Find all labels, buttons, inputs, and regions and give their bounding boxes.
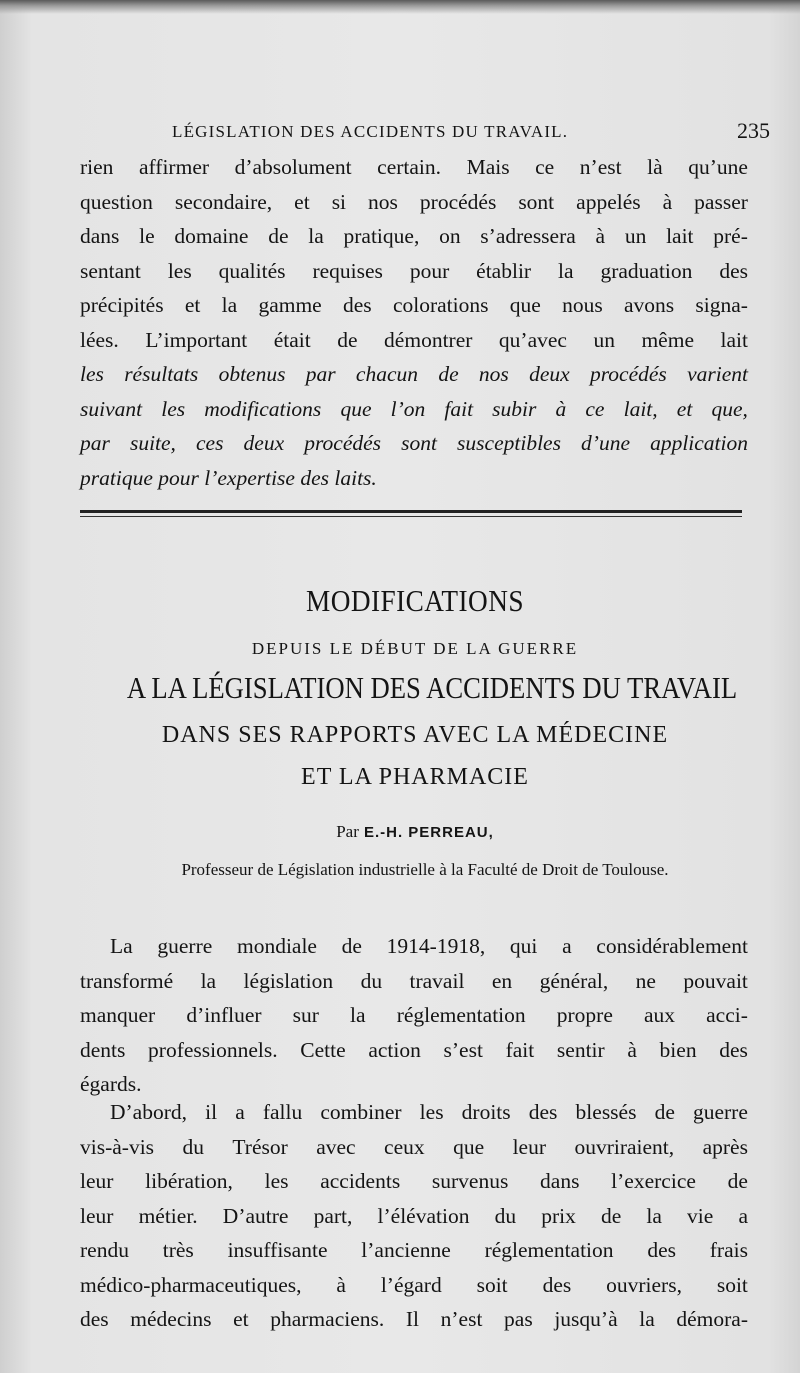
text-line: rien affirmer d’absolument certain. Mais ce n’est là qu’une [80, 155, 748, 179]
byline [80, 822, 750, 842]
running-title: LÉGISLATION DES ACCIDENTS DU TRAVAIL. [172, 122, 569, 141]
running-header [80, 118, 770, 148]
article-subtitle-2: A LA LÉGISLATION DES ACCIDENTS DU TRAVAIL [126, 670, 738, 705]
article-title: MODIFICATIONS [306, 583, 524, 618]
text-line: égards. [80, 1072, 142, 1096]
author-name: E.-H. PERREAU, [363, 824, 494, 841]
italic-text-line: les résultats obtenus par chacun de nos deux procédés varient [80, 362, 748, 386]
text-line: leur libération, les accidents survenus dans l’exercice de [80, 1169, 748, 1193]
text-line: transformé la législation du travail en général, ne pouvait [80, 968, 748, 993]
text-line: La guerre mondiale de 1914-1918, qui a considérablement [110, 934, 748, 958]
text-line: question secondaire, et si nos procédés sont appelés à passer [80, 189, 748, 214]
text-line: des médecins et pharmaciens. Il n’est pas jusqu’à la démora- [80, 1307, 748, 1331]
text-line: leur métier. D’autre part, l’élévation du prix de la vie a [80, 1203, 748, 1228]
body-paragraph-2 [80, 1095, 748, 1337]
byline-prefix: Par [336, 822, 359, 841]
text-line: lées. L’important était de démontrer qu’avec un même lait [80, 327, 748, 352]
page-number: 235 [737, 118, 770, 143]
text-line: manquer d’influer sur la réglementation propre aux acci- [80, 1003, 748, 1027]
text-line: vis-à-vis du Trésor avec ceux que leur ouvriraient, après [80, 1134, 748, 1159]
text-line: dents professionnels. Cette action s’est fait sentir à bien des [80, 1037, 748, 1062]
author-affiliation: Professeur de Législation industrielle à la Faculté de Droit de Toulouse. [181, 860, 669, 879]
text-line: dans le domaine de la pratique, on s’adressera à un lait pré- [80, 224, 748, 248]
article-subtitle-1: DEPUIS LE DÉBUT DE LA GUERRE [251, 639, 579, 658]
text-line: médico-pharmaceutiques, à l’égard soit des ouvriers, soit [80, 1272, 748, 1297]
section-divider-thick [80, 510, 742, 513]
italic-text-line: pratique pour l’expertise des laits. [80, 465, 377, 490]
text-line: D’abord, il a fallu combiner les droits des blessés de guerre [110, 1100, 748, 1124]
italic-text-line: par suite, ces deux procédés sont susceptibles d’une application [80, 431, 748, 455]
article-subtitle-4: ET LA PHARMACIE [301, 764, 529, 790]
text-line: sentant les qualités requises pour établir la graduation des [80, 258, 748, 283]
italic-text-line: suivant les modifications que l’on fait subir à ce lait, et que, [80, 396, 748, 421]
article-subtitle-3: DANS SES RAPPORTS AVEC LA MÉDECINE [161, 722, 669, 748]
text-line: précipités et la gamme des colorations que nous avons signa- [80, 293, 748, 317]
text-line: rendu très insuffisante l’ancienne réglementation des frais [80, 1238, 748, 1262]
continued-paragraph [80, 150, 748, 495]
page-top-edge [0, 0, 800, 14]
body-paragraph-1 [80, 929, 748, 1102]
section-divider-thin [80, 516, 742, 517]
